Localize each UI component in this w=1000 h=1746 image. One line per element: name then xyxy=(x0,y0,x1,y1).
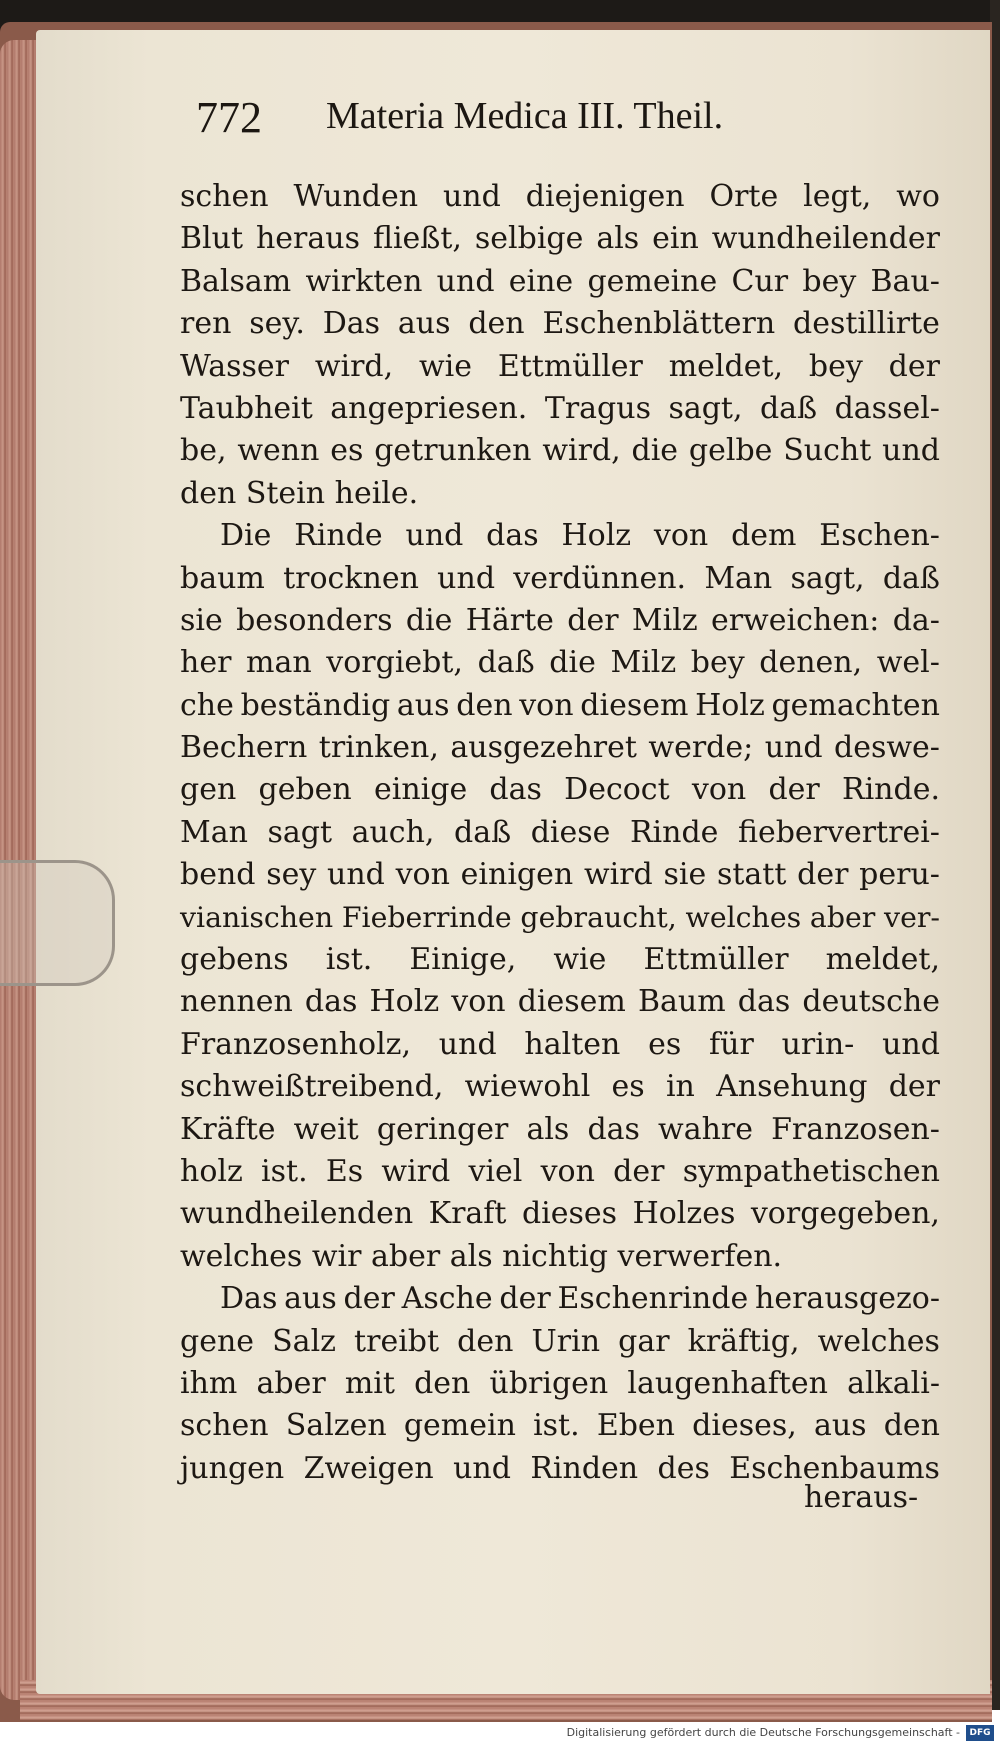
word: sagt, xyxy=(790,560,865,596)
word: wo xyxy=(896,179,940,214)
word: baum xyxy=(180,560,265,596)
word: weit xyxy=(293,1111,359,1147)
text-line xyxy=(180,430,940,472)
word: welches xyxy=(817,1323,940,1359)
word: Bau- xyxy=(870,263,940,299)
word: der xyxy=(768,772,820,808)
word: daß xyxy=(759,390,818,426)
word: wird, xyxy=(542,433,621,469)
word: und xyxy=(453,1450,511,1486)
word: sympathetischen xyxy=(682,1153,940,1189)
word: Holz xyxy=(695,687,765,723)
word: heraus xyxy=(255,221,360,257)
word: aus xyxy=(396,687,450,723)
word: Decoct xyxy=(564,772,670,808)
word: auch, xyxy=(351,814,435,850)
word: angepriesen. xyxy=(330,390,528,426)
word: holz xyxy=(180,1153,243,1189)
word: Salz xyxy=(272,1323,336,1359)
word: wel- xyxy=(876,645,940,681)
word: einige xyxy=(373,772,468,808)
word: gebens xyxy=(180,942,289,978)
word: die xyxy=(631,433,679,469)
word: trocknen xyxy=(283,560,419,596)
word: das xyxy=(304,984,358,1020)
word: viel xyxy=(468,1153,523,1189)
word: der xyxy=(567,602,619,638)
word: Eben xyxy=(596,1408,675,1444)
word: beständig xyxy=(240,687,391,723)
word: her xyxy=(180,645,232,681)
word: man xyxy=(246,645,312,681)
word: legt, xyxy=(803,179,872,214)
word: schweißtreibend, xyxy=(180,1069,444,1105)
text-line: den Stein heile. xyxy=(180,475,419,511)
word: gene xyxy=(180,1323,255,1359)
word: Kräfte xyxy=(180,1111,276,1147)
word: Rinde. xyxy=(841,772,940,808)
word: Wasser xyxy=(180,348,289,384)
word: der xyxy=(613,1153,665,1189)
word: diese xyxy=(530,814,611,850)
text-line xyxy=(180,176,940,218)
word: und xyxy=(438,1026,497,1062)
word: von xyxy=(519,687,574,723)
word: ist. xyxy=(261,1153,308,1189)
word: und xyxy=(882,1026,940,1062)
running-title: Materia Medica III. Theil. xyxy=(326,95,724,137)
word: deswe- xyxy=(834,730,940,766)
text-line xyxy=(180,515,940,557)
word: Blut xyxy=(180,221,244,257)
word: welches xyxy=(685,900,802,934)
word: schen xyxy=(180,1408,269,1444)
word: von xyxy=(451,984,506,1020)
word: Orte xyxy=(709,179,779,214)
text-line xyxy=(180,1405,940,1447)
word: wird, xyxy=(314,348,394,384)
text-line xyxy=(180,685,940,727)
word: bend xyxy=(180,857,256,893)
text-line xyxy=(180,218,940,260)
word: fließt, xyxy=(372,221,462,257)
word: schen xyxy=(180,179,269,214)
word: sagt xyxy=(267,814,333,850)
word: Urin xyxy=(531,1323,601,1359)
text-line xyxy=(180,1278,940,1320)
word: diesem xyxy=(517,984,626,1020)
text-line xyxy=(180,981,940,1023)
word: gemeine xyxy=(587,263,718,299)
word: urin- xyxy=(781,1026,855,1062)
word: das xyxy=(587,1111,640,1147)
word: Franzosenholz, xyxy=(180,1026,412,1062)
word: meldet, xyxy=(668,348,784,384)
word: Man xyxy=(180,814,248,850)
word: aber xyxy=(809,900,876,934)
text-line xyxy=(180,769,940,811)
word: Rinden xyxy=(530,1450,639,1486)
word: wird xyxy=(381,1153,451,1189)
word: das xyxy=(489,772,542,808)
text-line xyxy=(180,1066,940,1108)
word: besonders xyxy=(236,602,393,638)
word: getrunken xyxy=(374,433,532,469)
word: von xyxy=(540,1153,595,1189)
word: sagt, xyxy=(668,390,743,426)
bookmark-clip xyxy=(0,860,115,986)
text-line xyxy=(180,854,940,896)
word: Baum xyxy=(637,984,726,1020)
word: vorgegeben, xyxy=(750,1196,940,1232)
word: wie xyxy=(418,348,473,384)
word: den xyxy=(883,1408,940,1444)
word: denen, xyxy=(759,645,863,681)
word: Eschenbaums xyxy=(729,1450,940,1486)
word: selbige xyxy=(474,221,584,257)
word: aus xyxy=(397,306,451,342)
word: sie xyxy=(663,857,707,893)
text-line xyxy=(180,388,940,430)
word: und xyxy=(405,518,464,554)
word: aus xyxy=(813,1408,867,1444)
word: wenn xyxy=(237,433,320,469)
word: von xyxy=(395,857,450,893)
text-line xyxy=(180,897,940,939)
word: wird xyxy=(583,857,653,893)
word: dem xyxy=(731,518,797,554)
word: und xyxy=(882,433,940,469)
word: den xyxy=(414,1365,471,1401)
word: der xyxy=(499,1281,551,1317)
word: als xyxy=(596,221,640,257)
word: es xyxy=(648,1026,682,1062)
word: daß xyxy=(477,645,535,681)
word: wundheilenden xyxy=(180,1196,414,1232)
word: von xyxy=(691,772,747,808)
page-header xyxy=(196,92,836,152)
word: sie xyxy=(180,602,223,638)
word: aus xyxy=(284,1281,337,1317)
word: bey xyxy=(802,263,857,299)
word: Taubheit xyxy=(180,390,313,426)
word: wiewohl xyxy=(464,1069,591,1105)
word: Zweigen xyxy=(303,1450,434,1486)
word: bey xyxy=(808,348,863,384)
word: meldet, xyxy=(825,942,940,978)
word: sey xyxy=(266,857,317,893)
word: geben xyxy=(258,772,352,808)
word: ausgezehret xyxy=(450,730,637,766)
word: deutsche xyxy=(802,984,940,1020)
text-line xyxy=(180,1321,940,1363)
word: es xyxy=(611,1069,645,1105)
word: Wunden xyxy=(293,179,419,214)
word: Holzes xyxy=(632,1196,736,1232)
text-line xyxy=(180,1193,940,1235)
word: eine xyxy=(508,263,574,299)
word: Balsam xyxy=(180,263,292,299)
word: ver- xyxy=(884,900,940,934)
word: Salzen xyxy=(285,1408,387,1444)
word: und xyxy=(442,179,501,214)
word: Holz xyxy=(369,984,440,1020)
word: geringer xyxy=(376,1111,509,1147)
word: laugenhaften xyxy=(627,1365,828,1401)
word: der xyxy=(888,1069,940,1105)
text-line xyxy=(180,727,940,769)
word: es xyxy=(330,433,364,469)
word: Rinde xyxy=(629,814,719,850)
text-line xyxy=(180,642,940,684)
word: Einige, xyxy=(409,942,517,978)
text-line xyxy=(180,1363,940,1405)
word: verdünnen. xyxy=(513,560,687,596)
text-line xyxy=(180,1024,940,1066)
word: Bechern xyxy=(180,730,308,766)
word: Man xyxy=(704,560,773,596)
text-line xyxy=(180,303,940,345)
word: halten xyxy=(524,1026,621,1062)
word: dassel- xyxy=(834,390,940,426)
word: der xyxy=(797,857,849,893)
word: aber xyxy=(256,1365,326,1401)
word: fiebervertrei- xyxy=(737,814,940,850)
word: mit xyxy=(344,1365,395,1401)
word: werde; xyxy=(648,730,754,766)
word: den xyxy=(468,306,525,342)
word: von xyxy=(653,518,709,554)
word: jungen xyxy=(180,1450,285,1486)
catchword: heraus- xyxy=(804,1480,919,1515)
word: statt xyxy=(716,857,787,893)
word: Ansehung xyxy=(716,1069,868,1105)
text-line xyxy=(180,346,940,388)
word: für xyxy=(709,1026,754,1062)
word: Franzosen- xyxy=(771,1111,940,1147)
word: da- xyxy=(892,602,940,638)
word: Das xyxy=(322,306,381,342)
word: erweichen: xyxy=(710,602,880,638)
word: Ettmüller xyxy=(643,942,789,978)
word: gemachten xyxy=(771,687,940,723)
dfg-logo: DFG xyxy=(966,1725,994,1741)
word: das xyxy=(486,518,539,554)
word: Das xyxy=(220,1281,278,1317)
word: und xyxy=(437,560,496,596)
text-line xyxy=(180,1109,940,1151)
word: gebraucht, xyxy=(520,900,677,934)
word: und xyxy=(764,730,823,766)
word: Milz xyxy=(631,602,698,638)
word: dieses, xyxy=(692,1408,797,1444)
word: der xyxy=(888,348,940,384)
word: wirkten xyxy=(305,263,423,299)
word: Kraft xyxy=(428,1196,507,1232)
word: nennen xyxy=(180,984,293,1020)
word: des xyxy=(657,1450,710,1486)
word: vianischen xyxy=(180,900,334,934)
word: den xyxy=(457,1323,514,1359)
word: Cur xyxy=(731,263,789,299)
word: wundheilender xyxy=(711,221,940,257)
word: ist. xyxy=(325,942,373,978)
page-number: 772 xyxy=(196,93,262,142)
word: Eschenblättern xyxy=(542,306,776,342)
funding-notice: Digitalisierung gefördert durch die Deutsche Forschungsgemeinschaft - xyxy=(566,1726,960,1739)
text-line: welches wir aber als nichtig verwerfen. xyxy=(180,1238,783,1274)
word: ist. xyxy=(533,1408,580,1444)
word: wie xyxy=(553,942,607,978)
word: die xyxy=(549,645,596,681)
word: vorgiebt, xyxy=(326,645,463,681)
word: den xyxy=(456,687,513,723)
word: gar xyxy=(618,1323,670,1359)
body-text xyxy=(180,176,940,1490)
word: kräftig, xyxy=(687,1323,800,1359)
word: be, xyxy=(180,433,227,469)
word: che xyxy=(180,687,234,723)
word: wahre xyxy=(658,1111,754,1147)
word: Eschenrinde xyxy=(557,1281,749,1317)
word: in xyxy=(665,1069,695,1105)
word: Rinde xyxy=(294,518,383,554)
word: und xyxy=(436,263,495,299)
word: ein xyxy=(652,221,699,257)
text-line xyxy=(180,600,940,642)
word: Fieberrinde xyxy=(341,900,512,934)
word: der xyxy=(343,1281,395,1317)
text-line xyxy=(180,1151,940,1193)
word: ren xyxy=(180,306,232,342)
word: gen xyxy=(180,772,237,808)
word: destillirte xyxy=(793,306,940,342)
word: herausgezo- xyxy=(755,1281,940,1317)
word: Milz xyxy=(610,645,677,681)
word: diesem xyxy=(580,687,689,723)
word: die xyxy=(405,602,453,638)
word: Eschen- xyxy=(819,518,940,554)
word: ihm xyxy=(180,1365,238,1401)
word: als xyxy=(526,1111,570,1147)
word: einigen xyxy=(460,857,574,893)
word: Die xyxy=(220,518,272,554)
word: daß xyxy=(882,560,940,596)
word: Es xyxy=(325,1153,364,1189)
word: peru- xyxy=(859,857,940,893)
text-line xyxy=(180,939,940,981)
word: und xyxy=(327,857,385,893)
word: gemein xyxy=(403,1408,516,1444)
digitization-footer xyxy=(0,1722,1000,1746)
word: Asche xyxy=(401,1281,493,1317)
word: Holz xyxy=(561,518,632,554)
word: bey xyxy=(690,645,745,681)
word: sey. xyxy=(249,306,305,342)
word: Ettmüller xyxy=(497,348,643,384)
word: gelbe xyxy=(688,433,773,469)
word: trinken, xyxy=(318,730,439,766)
word: diejenigen xyxy=(525,179,685,214)
word: daß xyxy=(454,814,512,850)
text-line xyxy=(180,261,940,303)
word: Tragus xyxy=(544,390,651,426)
text-line xyxy=(180,812,940,854)
word: Härte xyxy=(465,602,554,638)
word: das xyxy=(737,984,791,1020)
word: alkali- xyxy=(847,1365,940,1401)
text-line xyxy=(180,558,940,600)
word: dieses xyxy=(521,1196,618,1232)
word: Sucht xyxy=(783,433,872,469)
word: treibt xyxy=(354,1323,440,1359)
word: übrigen xyxy=(489,1365,609,1401)
